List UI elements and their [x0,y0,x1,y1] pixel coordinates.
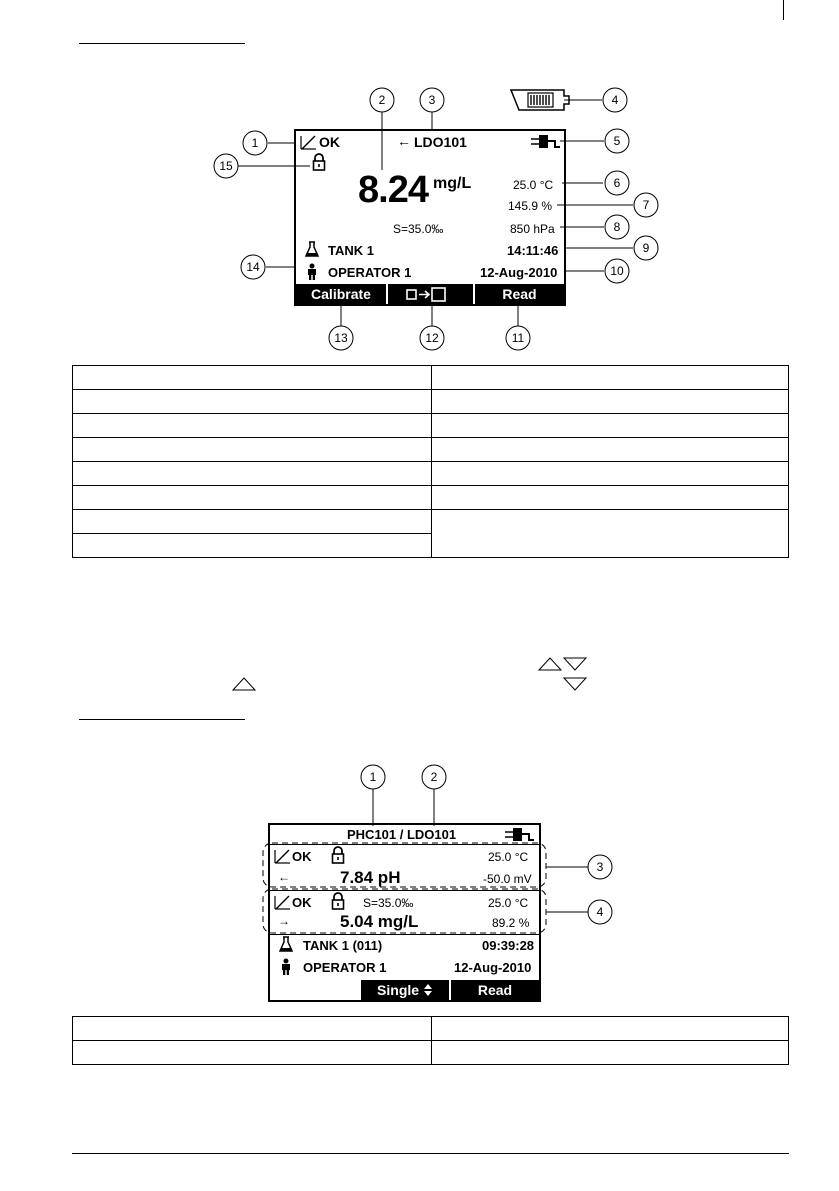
sample-id: TANK 1 (011) [303,938,383,953]
table-row [73,486,789,510]
table-row [73,414,789,438]
date: 12-Aug-2010 [454,960,532,975]
callout-3: 3 [428,93,436,107]
callout-4: 4 [611,93,619,107]
arrow-icon: → [278,914,290,928]
arrow-icon: ← [278,870,290,884]
table-row [73,510,789,534]
probe-title: PHC101 / LDO101 [347,827,457,842]
softkey-single-label: Single [377,982,420,998]
operator-id: OPERATOR 1 [303,960,387,975]
triangle-up-icon [232,677,256,691]
callout-12: 12 [425,331,439,345]
salinity: S=35.0‰ [393,222,444,236]
callout-2: 2 [430,770,438,784]
pressure: 850 hPa [510,222,555,236]
table-row [73,1041,789,1065]
callout-3: 3 [596,860,604,874]
table-row [73,1017,789,1041]
triangle-down-icon [563,677,587,691]
callout-11: 11 [511,331,525,345]
saturation: 145.9 % [508,199,553,213]
callout-4: 4 [596,905,604,919]
row1-value: 7.84 pH [340,868,401,887]
main-reading: 8.24 [358,169,428,211]
footer-rule [72,1153,789,1154]
section-rule [79,719,245,720]
table-row [73,366,789,390]
row2-salinity: S=35.0‰ [363,896,414,910]
table-row [73,438,789,462]
row1-mv: -50.0 mV [483,872,532,886]
callout-10: 10 [610,264,624,278]
time: 14:11:46 [507,243,559,258]
softkey-read[interactable]: Read [475,284,564,304]
callout-9: 9 [642,241,650,255]
row2-value: 5.04 mg/L [340,912,419,931]
temperature: 25.0 °C [513,178,554,192]
operator-id: OPERATOR 1 [328,265,412,280]
callout-1: 1 [251,136,259,150]
probe-name: LDO101 [414,134,467,150]
callout-14: 14 [246,260,260,274]
table-row [73,390,789,414]
arrow-icon: ← [397,133,411,149]
row1-status: OK [292,849,312,864]
triangle-down-icon [563,657,587,671]
callout-1: 1 [369,770,377,784]
figure2-legend-table [72,1016,789,1065]
softkey-single[interactable] [361,980,449,1000]
date: 12-Aug-2010 [480,265,558,280]
softkey-calibrate[interactable]: Calibrate [296,284,386,304]
figure1-legend-table [72,365,789,558]
up-down-icon [423,983,433,997]
callout-2: 2 [378,93,386,107]
triangle-up-icon [538,657,562,671]
row2-status: OK [292,895,312,910]
callout-7: 7 [642,198,650,212]
time: 09:39:28 [482,938,535,953]
softkey-read[interactable]: Read [451,980,539,1000]
figure1-callouts [0,0,839,360]
callout-13: 13 [334,331,348,345]
callout-5: 5 [613,134,621,148]
table-row [73,462,789,486]
figure2-callouts [0,755,839,955]
callout-6: 6 [613,176,621,190]
person-icon [280,958,292,975]
sample-id: TANK 1 [328,243,374,258]
callout-15: 15 [219,159,233,173]
row1-temperature: 25.0 °C [488,850,529,864]
row2-saturation: 89.2 % [492,916,530,930]
row2-temperature: 25.0 °C [488,896,529,910]
reading-unit: mg/L [433,175,472,192]
callout-8: 8 [613,220,621,234]
cal-status: OK [319,134,340,150]
